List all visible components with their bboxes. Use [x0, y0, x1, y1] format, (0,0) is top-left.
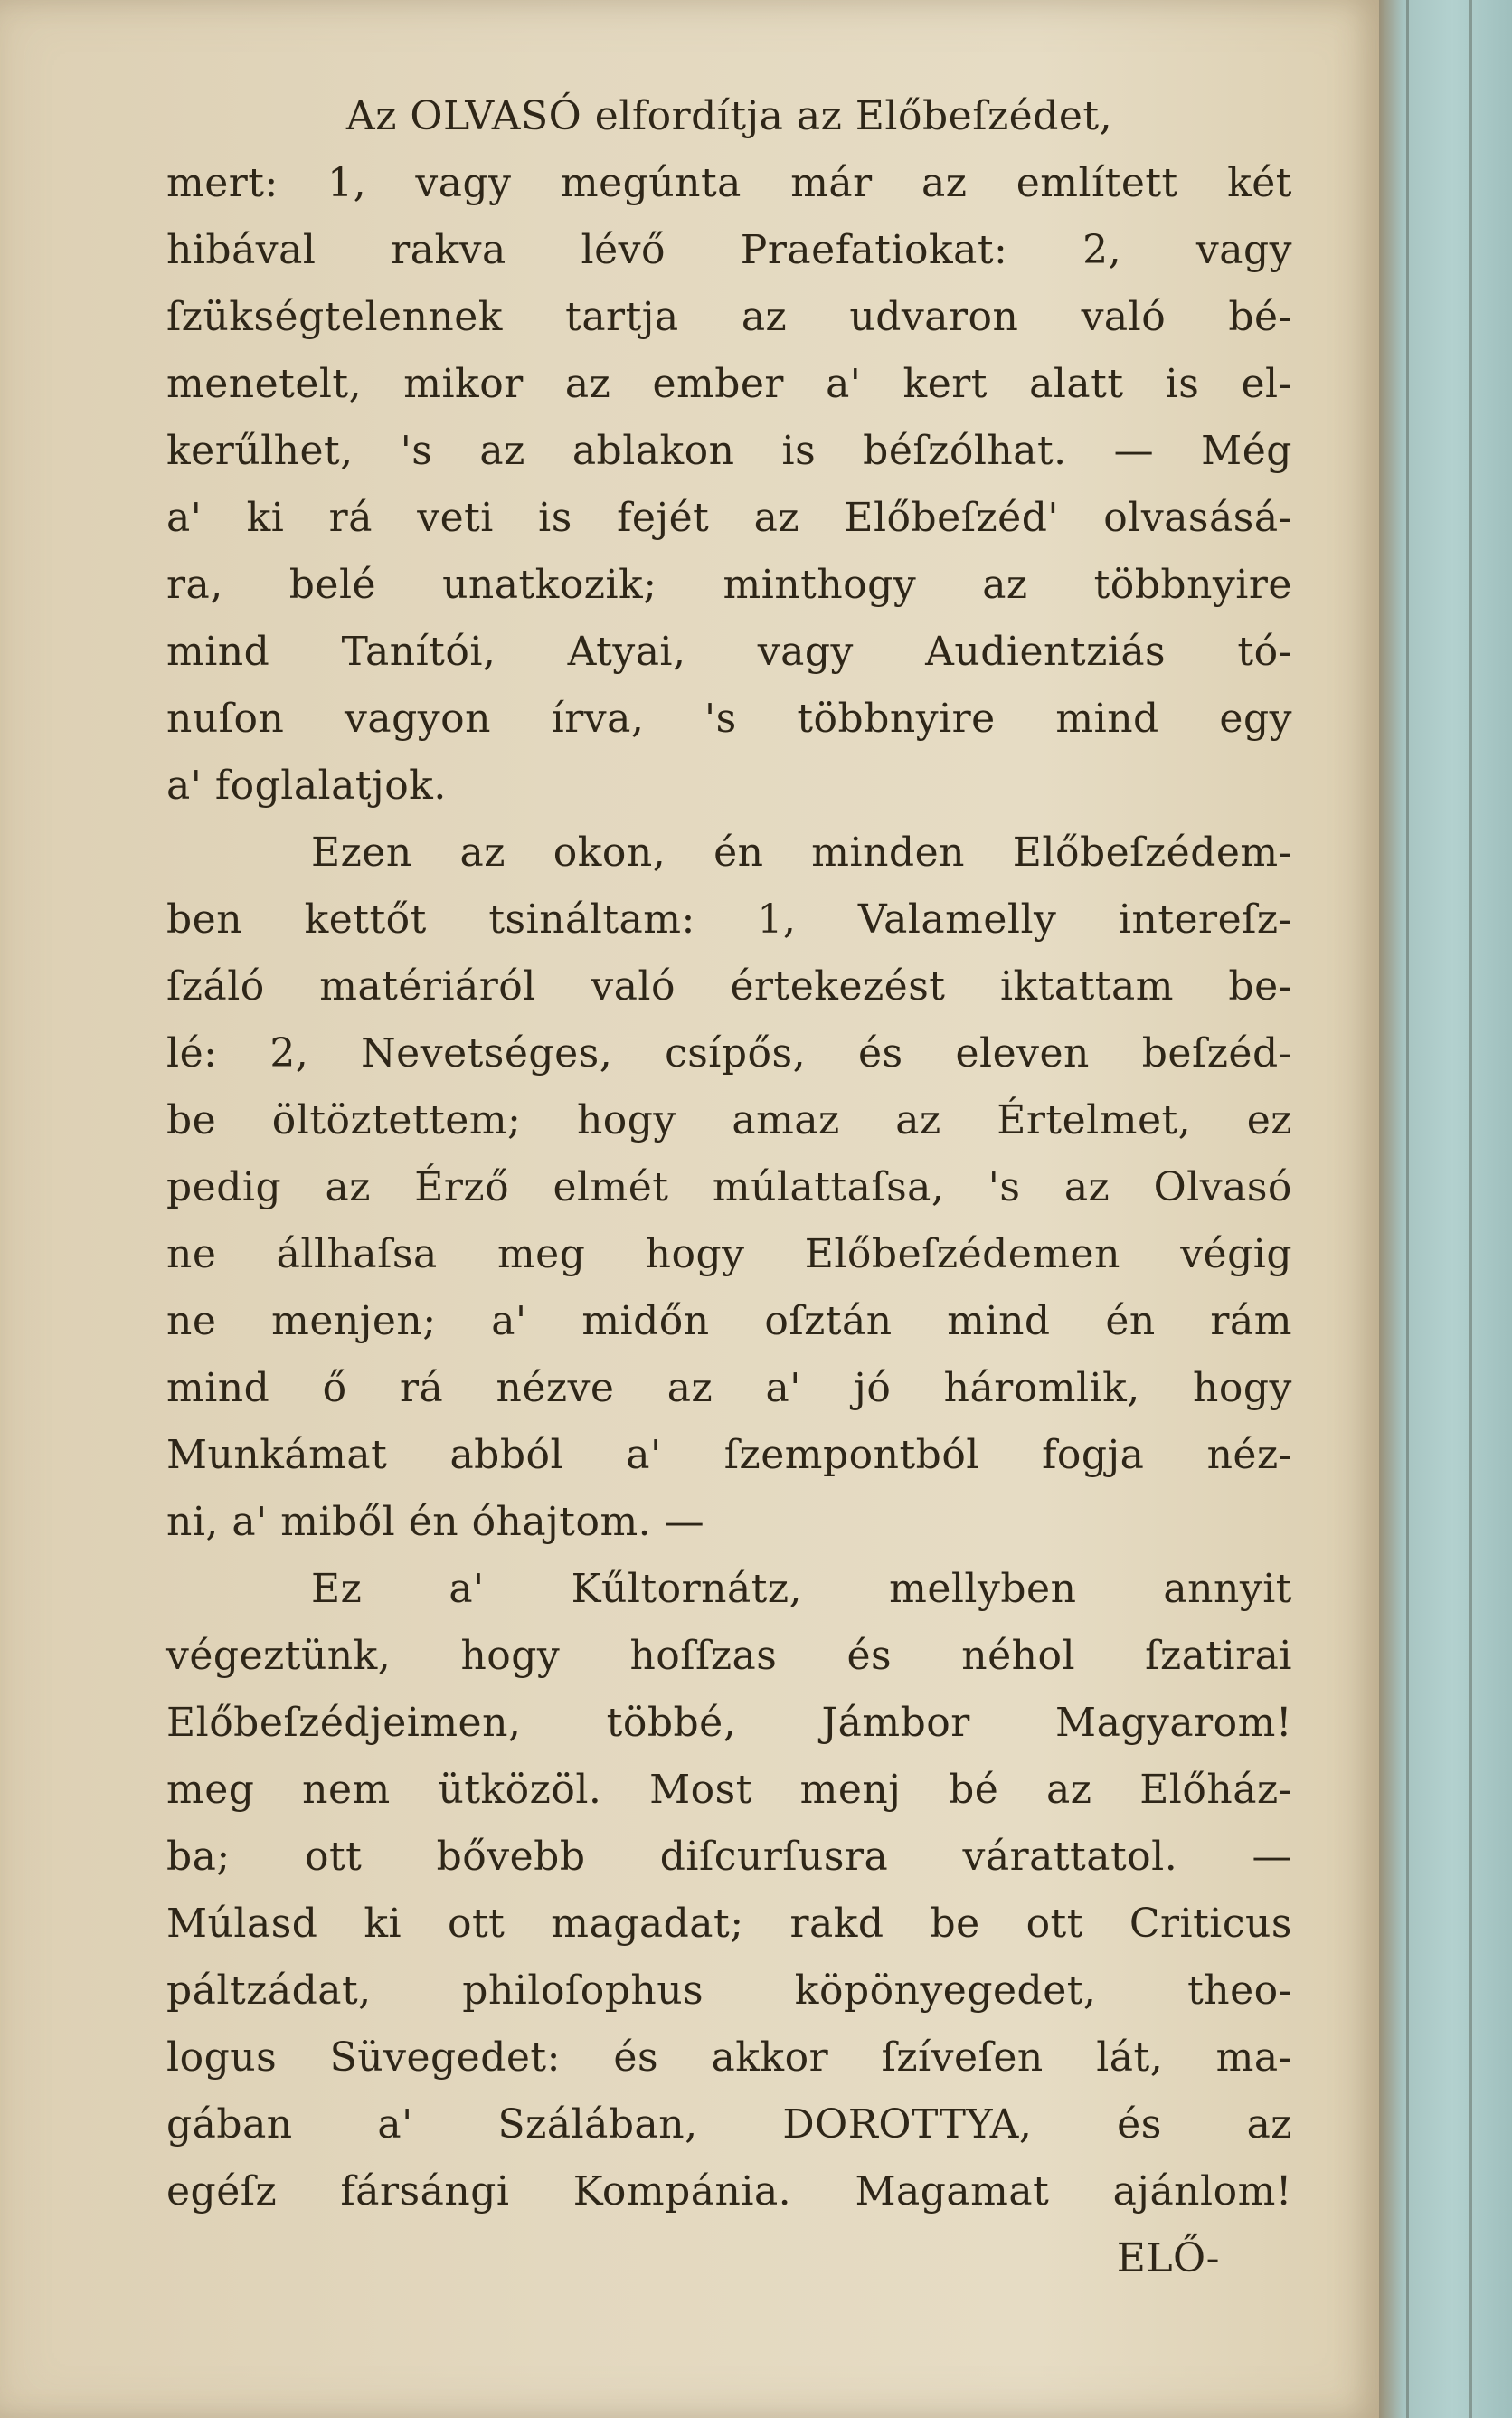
word: 2,: [1082, 227, 1122, 273]
word: 1,: [757, 896, 797, 943]
word: ki: [364, 1901, 402, 1947]
word: iktattam: [999, 963, 1174, 1010]
word: logus: [166, 2034, 278, 2081]
text-line: [166, 485, 1292, 552]
word: Magamat: [855, 2168, 1050, 2214]
word: rá: [328, 495, 373, 541]
word: csípős,: [665, 1030, 807, 1076]
word: hogy: [1193, 1365, 1292, 1411]
word: belé: [288, 562, 377, 608]
word: tó-: [1237, 629, 1292, 675]
word: a': [491, 1298, 527, 1344]
word: Jámbor: [821, 1700, 970, 1746]
word: DOROTTYA,: [782, 2101, 1033, 2148]
word: annyit: [1163, 1566, 1292, 1612]
word: Kűltornátz,: [571, 1566, 803, 1612]
word: nem: [302, 1767, 391, 1813]
text-line: [166, 351, 1292, 418]
word: rakva: [391, 227, 506, 273]
word: Kompánia.: [572, 2168, 792, 2214]
word: veti: [417, 495, 494, 541]
word: lé:: [166, 1030, 218, 1076]
word: az: [564, 361, 611, 407]
word: többé,: [606, 1700, 737, 1746]
word: Nevetséges,: [361, 1030, 613, 1076]
catchword: ELŐ-: [1116, 2235, 1220, 2281]
word: ben: [166, 896, 243, 943]
word: az: [895, 1097, 941, 1143]
word: az: [1046, 1767, 1092, 1813]
word: való: [1081, 294, 1167, 340]
text-line: [166, 953, 1292, 1020]
text-line: [166, 217, 1292, 284]
word: amaz: [732, 1097, 840, 1143]
word: a': [449, 1566, 485, 1612]
word: rakd: [789, 1901, 884, 1947]
word: intereſz-: [1118, 896, 1292, 943]
word: kerűlhet,: [166, 428, 354, 474]
word: ki: [246, 495, 285, 541]
word: többnyire: [797, 696, 996, 742]
word: elmét: [553, 1164, 669, 1210]
word: beſzéd-: [1141, 1030, 1292, 1076]
word: hogy: [460, 1633, 561, 1679]
text-line: [166, 150, 1292, 217]
word: meg: [496, 1231, 586, 1277]
word: való: [591, 963, 676, 1010]
text-block: [166, 83, 1292, 2292]
word: Előház-: [1139, 1767, 1292, 1813]
text-line: [166, 1087, 1292, 1154]
word: Olvasó: [1153, 1164, 1292, 1210]
text-line: [166, 1288, 1292, 1355]
text-line: [166, 1891, 1292, 1958]
word: be: [166, 1097, 217, 1143]
word: az: [325, 1164, 371, 1210]
word: a': [377, 2101, 413, 2148]
word: múlattaſsa,: [712, 1164, 945, 1210]
word: vagy: [415, 160, 512, 206]
word: tartja: [565, 294, 679, 340]
word: az: [921, 160, 968, 206]
word: páltzádat,: [166, 1968, 372, 2014]
word: fogja: [1042, 1432, 1145, 1478]
word: én: [1105, 1298, 1156, 1344]
word: hibával: [166, 227, 317, 273]
line-text: ni, a' miből én óhajtom. —: [166, 1499, 705, 1545]
text-line: [166, 552, 1292, 619]
word: menj: [799, 1767, 902, 1813]
word: néhol: [961, 1633, 1076, 1679]
word: theo-: [1187, 1968, 1292, 2014]
word: is: [538, 495, 572, 541]
text-line: [166, 1623, 1292, 1690]
word: rám: [1210, 1298, 1292, 1344]
word: Munkámat: [166, 1432, 388, 1478]
word: Tanítói,: [341, 629, 496, 675]
word: ott: [1025, 1901, 1083, 1947]
word: két: [1227, 160, 1292, 206]
word: 's: [988, 1164, 1021, 1210]
word: udvaron: [849, 294, 1019, 340]
word: 's: [400, 428, 433, 474]
word: köpönyegedet,: [794, 1968, 1097, 2014]
word: Criticus: [1129, 1901, 1292, 1947]
text-line: [166, 887, 1292, 953]
word: mind: [947, 1298, 1051, 1344]
word: Előbeſzéd': [844, 495, 1059, 541]
word: az: [753, 495, 800, 541]
word: a': [626, 1432, 662, 1478]
word: menjen;: [271, 1298, 437, 1344]
word: vagy: [1195, 227, 1292, 273]
word: és: [613, 2034, 659, 2081]
word: értekezést: [730, 963, 946, 1010]
word: már: [790, 160, 873, 206]
catchword-line: [166, 2225, 1292, 2292]
word: ma-: [1215, 2034, 1292, 2081]
word: hogy: [645, 1231, 745, 1277]
word: ő: [322, 1365, 347, 1411]
word: írva,: [551, 696, 645, 742]
word: meg: [166, 1767, 255, 1813]
word: kert: [902, 361, 988, 407]
word: én: [713, 830, 764, 876]
word: ez: [1246, 1097, 1292, 1143]
word: ne: [166, 1231, 217, 1277]
fore-edge-line: [1406, 0, 1409, 2418]
word: oſztán: [764, 1298, 893, 1344]
word: Magyarom!: [1055, 1700, 1292, 1746]
book-fore-edge: [1379, 0, 1512, 2418]
word: az: [1063, 1164, 1110, 1210]
word: ott: [448, 1901, 506, 1947]
word: Most: [649, 1767, 752, 1813]
word: mellyben: [889, 1566, 1077, 1612]
word: Süvegedet:: [329, 2034, 561, 2081]
word: az: [741, 294, 788, 340]
word: midőn: [581, 1298, 710, 1344]
text-line: [166, 2091, 1292, 2158]
text-line: [166, 2158, 1292, 2225]
word: egy: [1219, 696, 1292, 742]
word: hogy: [576, 1097, 676, 1143]
word: az: [479, 428, 525, 474]
word: Ezen: [311, 830, 412, 876]
word: vagyon: [344, 696, 491, 742]
word: öltöztettem;: [271, 1097, 522, 1143]
word: rá: [399, 1365, 444, 1411]
word: olvasásá-: [1103, 495, 1292, 541]
word: ſzáló: [166, 963, 265, 1010]
word: —: [1252, 1834, 1292, 1880]
word: többnyire: [1093, 562, 1292, 608]
word: Szálában,: [497, 2101, 698, 2148]
word: mind: [166, 629, 270, 675]
text-line: [166, 619, 1292, 686]
word: ember: [652, 361, 784, 407]
word: végig: [1180, 1231, 1292, 1277]
text-line: [166, 284, 1292, 351]
word: okon,: [553, 830, 666, 876]
word: abból: [449, 1432, 564, 1478]
word: be: [930, 1901, 980, 1947]
word: lát,: [1096, 2034, 1164, 2081]
text-line: [166, 2024, 1292, 2091]
text-line: [166, 1355, 1292, 1422]
word: Előbeſzédjeimen,: [166, 1700, 522, 1746]
word: háromlik,: [943, 1365, 1140, 1411]
word: mert:: [166, 160, 279, 206]
word: —: [1113, 428, 1155, 474]
word: ablakon: [572, 428, 735, 474]
text-line: [166, 753, 1292, 820]
word: minden: [811, 830, 965, 876]
word: pedig: [166, 1164, 282, 1210]
word: Múlasd: [166, 1901, 318, 1947]
word: 2,: [269, 1030, 309, 1076]
word: ſzíveſen: [881, 2034, 1044, 2081]
line-text: a' foglalatjok.: [166, 763, 447, 809]
word: el-: [1241, 361, 1292, 407]
word: bé-: [1228, 294, 1292, 340]
word: ne: [166, 1298, 217, 1344]
word: az: [666, 1365, 713, 1411]
word: Előbeſzédemen: [804, 1231, 1120, 1277]
text-line: [166, 1422, 1292, 1489]
text-line: [166, 1958, 1292, 2024]
word: diſcurſusra: [659, 1834, 889, 1880]
text-line: [166, 418, 1292, 485]
word: philoſophus: [462, 1968, 704, 2014]
text-line: [166, 1757, 1292, 1824]
word: ba;: [166, 1834, 231, 1880]
word: ütközöl.: [438, 1767, 602, 1813]
word: ſzatirai: [1145, 1633, 1292, 1679]
word: az: [459, 830, 506, 876]
word: bővebb: [436, 1834, 586, 1880]
word: is: [1165, 361, 1200, 407]
word: egéſz: [166, 2168, 278, 2214]
word: tsináltam:: [488, 896, 695, 943]
word: lévő: [581, 227, 666, 273]
word: ra,: [166, 562, 223, 608]
word: ſzempontból: [723, 1432, 979, 1478]
word: Praefatiokat:: [740, 227, 1008, 273]
word: akkor: [711, 2034, 829, 2081]
fore-edge-line: [1469, 0, 1472, 2418]
word: kettőt: [304, 896, 427, 943]
word: Még: [1201, 428, 1292, 474]
word: minthogy: [723, 562, 917, 608]
word: béſzólhat.: [863, 428, 1067, 474]
word: végeztünk,: [166, 1633, 392, 1679]
word: állhaſsa: [276, 1231, 438, 1277]
word: és: [1117, 2101, 1162, 2148]
word: 's: [704, 696, 737, 742]
word: Érző: [414, 1164, 510, 1210]
word: mikor: [403, 361, 524, 407]
word: gában: [166, 2101, 293, 2148]
text-line: [166, 686, 1292, 753]
word: hoſſzas: [629, 1633, 778, 1679]
word: Valamelly: [857, 896, 1057, 943]
word: 1,: [327, 160, 367, 206]
word: az: [1246, 2101, 1292, 2148]
word: a': [765, 1365, 801, 1411]
text-line: [166, 83, 1292, 150]
word: be-: [1228, 963, 1292, 1010]
word: ajánlom!: [1112, 2168, 1292, 2214]
word: néz-: [1206, 1432, 1292, 1478]
text-line: [166, 1020, 1292, 1087]
word: nuſon: [166, 696, 285, 742]
word: a': [826, 361, 862, 407]
word: menetelt,: [166, 361, 363, 407]
word: bé: [949, 1767, 999, 1813]
word: mind: [166, 1365, 270, 1411]
word: Előbeſzédem-: [1012, 830, 1292, 876]
word: fársángi: [340, 2168, 510, 2214]
word: Atyai,: [567, 629, 686, 675]
text-line: [166, 1489, 1292, 1556]
word: Audientziás: [925, 629, 1167, 675]
line-text: Az OLVASÓ elfordítja az Előbeſzédet,: [345, 93, 1113, 139]
word: alatt: [1029, 361, 1124, 407]
word: megúnta: [560, 160, 742, 206]
word: várattatol.: [962, 1834, 1178, 1880]
word: jó: [854, 1365, 892, 1411]
word: Értelmet,: [997, 1097, 1192, 1143]
word: magadat;: [551, 1901, 744, 1947]
text-line: [166, 1556, 1292, 1623]
word: vagy: [757, 629, 854, 675]
word: Ez: [311, 1566, 363, 1612]
word: nézve: [496, 1365, 615, 1411]
word: matériáról: [319, 963, 536, 1010]
word: ſzükségtelennek: [166, 294, 503, 340]
word: fejét: [617, 495, 710, 541]
text-line: [166, 1154, 1292, 1221]
word: említett: [1016, 160, 1178, 206]
text-line: [166, 1690, 1292, 1757]
word: ott: [304, 1834, 363, 1880]
word: is: [781, 428, 817, 474]
text-line: [166, 1221, 1292, 1288]
word: mind: [1055, 696, 1159, 742]
word: eleven: [955, 1030, 1090, 1076]
word: unatkozik;: [442, 562, 657, 608]
text-line: [166, 820, 1292, 887]
word: az: [982, 562, 1028, 608]
word: és: [846, 1633, 893, 1679]
word: és: [857, 1030, 903, 1076]
word: a': [166, 495, 203, 541]
text-line: [166, 1824, 1292, 1891]
